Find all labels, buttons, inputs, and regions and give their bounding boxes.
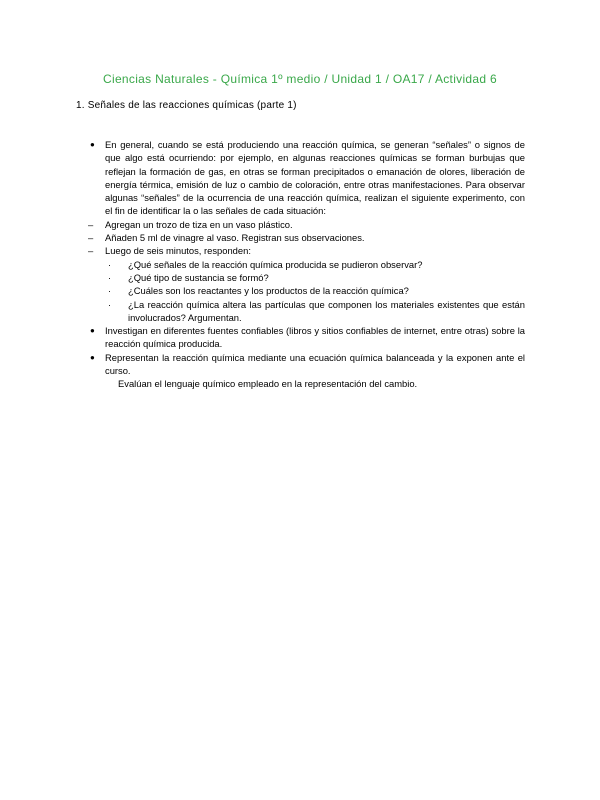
bullet-icon: ● (90, 352, 95, 362)
dot-icon: · (108, 298, 112, 310)
list-item (88, 218, 525, 231)
bullet-icon: ● (90, 326, 95, 336)
list-item (88, 258, 525, 271)
bullet-text: Investigan en diferentes fuentes confiables (libros y sitios confiables de internet, entre otras) sobre la reacción química producida. (105, 325, 525, 350)
page-header: Ciencias Naturales - Química 1º medio / Unidad 1 / OA17 / Actividad 6 (103, 72, 497, 86)
dot-icon: · (108, 258, 112, 270)
questions-list (88, 258, 525, 324)
step-text: Luego de seis minutos, responden: (105, 245, 251, 257)
dash-icon: – (88, 245, 94, 257)
question-text: ¿Cuáles son los reactantes y los productos de la reacción química? (128, 285, 409, 297)
step-text: Añaden 5 ml de vinagre al vaso. Registran sus observaciones. (105, 232, 365, 244)
bullet-item-research (88, 324, 525, 351)
list-item (88, 284, 525, 297)
list-item (88, 244, 525, 257)
steps-list (88, 218, 525, 258)
question-text: ¿Qué tipo de sustancia se formó? (128, 271, 269, 283)
dot-icon: · (108, 285, 112, 297)
closing-text: Evalúan el lenguaje químico empleado en la representación del cambio. (118, 378, 418, 390)
list-item (88, 298, 525, 325)
bullet-item-intro (88, 138, 525, 218)
activity-content (88, 138, 525, 391)
dash-icon: – (88, 232, 94, 244)
bullet-item-equation (88, 351, 525, 378)
bullet-text: En general, cuando se está produciendo una reacción química, se generan “señales” o signos de que algo está ocurriendo: por ejemplo, en algunas reacciones químicas se forman burbujas que reflejan la formación de gas, en otras se forman precipitados o emanación de olores, liberación de energía térmica, emisión de luz o cambio de coloración, entre otras manifestaciones. Para observar algunas “señales” de la ocurrencia de una reacción química, realizan el siguiente experimento, con el fin de identificar la o las señales de cada situación: (105, 139, 525, 217)
list-item (88, 231, 525, 244)
dot-icon: · (108, 271, 112, 283)
list-item (88, 271, 525, 284)
step-text: Agregan un trozo de tiza en un vaso plástico. (105, 218, 293, 230)
bullet-icon: ● (90, 140, 95, 149)
dash-icon: – (88, 218, 94, 230)
bullet-text: Representan la reacción química mediante una ecuación química balanceada y la exponen ante el curso. (105, 351, 525, 377)
section-title: 1. Señales de las reacciones químicas (parte 1) (76, 100, 297, 111)
question-text: ¿La reacción química altera las partículas que componen los materiales existentes que están involucrados? Argumentan. (128, 298, 525, 323)
question-text: ¿Qué señales de la reacción química producida se pudieron observar? (128, 258, 423, 270)
